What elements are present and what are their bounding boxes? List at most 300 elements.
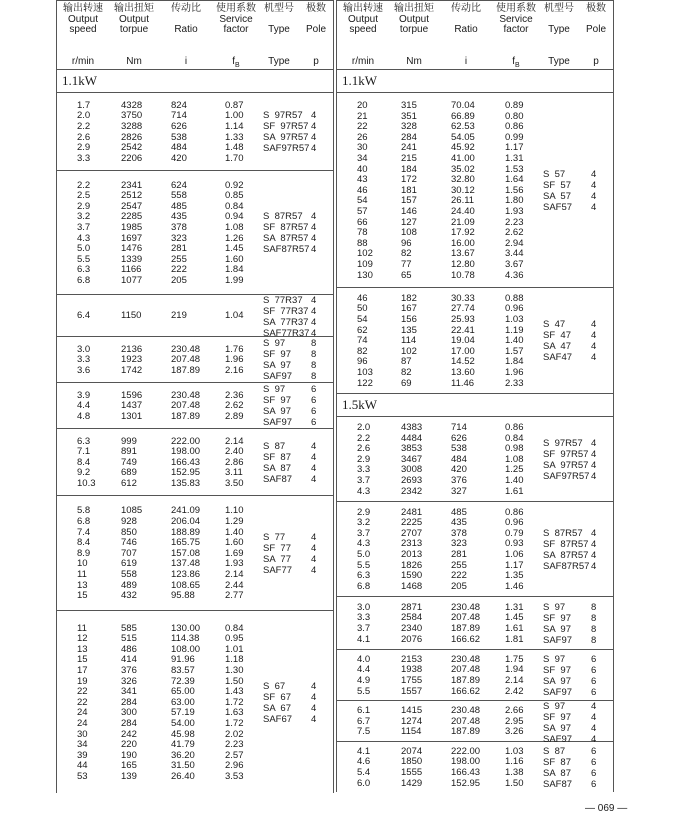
torque-cell: 182 (401, 292, 417, 304)
service-factor-cell: 1.60 (225, 537, 244, 549)
type-list (543, 746, 603, 790)
table-row (57, 153, 333, 164)
table-row (337, 248, 613, 259)
speed-cell: 3.7 (357, 527, 371, 539)
service-factor-cell: 0.86 (505, 421, 524, 433)
torque-cell: 689 (121, 467, 137, 479)
service-factor-cell: 2.94 (505, 237, 524, 249)
pole-value: 8 (311, 349, 317, 361)
torque-cell: 2206 (121, 152, 143, 164)
torque-cell: 181 (401, 184, 417, 196)
type-name: SF 97R57 (263, 121, 309, 133)
torque-cell: 1826 (401, 559, 423, 571)
ratio-cell: 166.43 (451, 767, 481, 778)
speed-cell: 4.8 (77, 410, 91, 422)
speed-cell: 30 (77, 728, 88, 740)
speed-cell: 6.0 (357, 777, 371, 789)
service-factor-cell: 0.79 (505, 527, 524, 539)
speed-cell: 44 (77, 760, 88, 772)
speed-cell: 15 (77, 590, 88, 602)
type-entry (263, 703, 323, 714)
type-entry (263, 714, 323, 725)
torque-cell: 2225 (401, 517, 423, 529)
speed-cell: 7.4 (77, 526, 91, 538)
torque-cell: 1339 (121, 253, 143, 265)
type-name: SF 87R57 (263, 222, 309, 234)
type-name: SAF97 (543, 634, 573, 646)
left-table (56, 0, 334, 793)
table-row (337, 303, 613, 314)
type-name: SA 97R57 (543, 459, 589, 471)
service-factor-cell: 0.99 (505, 131, 524, 143)
service-factor-cell: 3.50 (225, 477, 244, 489)
rating-group (337, 502, 613, 597)
type-list (263, 384, 323, 428)
service-factor-cell: 1.81 (505, 633, 524, 645)
speed-cell: 2.0 (77, 110, 91, 122)
ratio-cell: 187.89 (451, 623, 481, 634)
torque-cell: 414 (121, 654, 137, 666)
ratio-cell: 17.00 (451, 345, 475, 357)
service-factor-cell: 1.70 (225, 152, 244, 164)
pole-value: 4 (311, 328, 317, 339)
service-factor-cell: 1.80 (505, 195, 524, 207)
table-row (337, 217, 613, 228)
torque-cell: 558 (121, 568, 137, 580)
rating-group (337, 742, 613, 792)
torque-cell: 1755 (401, 675, 423, 686)
service-factor-cell: 1.03 (505, 745, 524, 757)
rating-group (337, 417, 613, 502)
speed-cell: 5.5 (357, 559, 371, 571)
torque-cell: 284 (401, 131, 417, 143)
table-row (57, 275, 333, 286)
service-factor-cell: 1.64 (505, 174, 524, 186)
rating-group (337, 597, 613, 650)
table-row (337, 422, 613, 433)
type-entry (543, 191, 603, 202)
service-factor-cell: 1.19 (505, 324, 524, 336)
type-name: SA 77R37 (263, 317, 309, 328)
pole-value: 4 (591, 341, 597, 353)
ratio-cell: 12.80 (451, 258, 475, 270)
table-row (57, 590, 333, 601)
service-factor-cell: 2.33 (505, 377, 524, 389)
type-entry (543, 757, 603, 768)
table-row (337, 142, 613, 153)
ratio-cell: 624 (171, 179, 187, 191)
ratio-cell: 207.48 (171, 354, 201, 366)
torque-cell: 1985 (121, 221, 143, 233)
torque-cell: 2285 (121, 211, 143, 223)
ratio-cell: 30.33 (451, 292, 475, 304)
type-name: SA 97 (263, 360, 291, 372)
ratio-cell: 281 (451, 549, 467, 560)
service-factor-cell: 2.23 (505, 216, 524, 228)
speed-cell: 12 (77, 633, 88, 645)
type-list (263, 532, 323, 576)
torque-cell: 77 (401, 258, 412, 270)
service-factor-cell: 0.98 (505, 443, 524, 455)
type-entry (263, 121, 323, 132)
service-factor-cell: 1.33 (225, 131, 244, 143)
table-row (57, 190, 333, 201)
service-factor-cell: 0.92 (225, 179, 244, 191)
ratio-cell: 24.40 (451, 205, 475, 217)
type-name: SA 87R57 (543, 549, 589, 561)
pole-value: 4 (591, 560, 597, 572)
torque-cell: 172 (401, 174, 417, 186)
type-entry (263, 306, 323, 317)
pole-value: 4 (591, 701, 597, 712)
type-name: S 77 (263, 531, 286, 543)
torque-cell: 891 (121, 446, 137, 458)
ratio-cell: 222 (451, 570, 467, 582)
torque-cell: 999 (121, 435, 137, 447)
ratio-cell: 187.89 (451, 675, 481, 686)
type-name: S 97R57 (543, 437, 583, 449)
torque-cell: 515 (121, 633, 137, 645)
type-name: S 97R57 (263, 110, 303, 122)
service-factor-cell: 1.50 (505, 777, 524, 789)
type-entry (263, 371, 323, 382)
speed-cell: 10 (77, 558, 88, 570)
speed-cell: 3.7 (357, 474, 371, 486)
type-name: SA 57 (543, 190, 571, 202)
type-entry (543, 701, 603, 712)
type-name: S 97 (263, 338, 286, 350)
ratio-cell: 152.95 (171, 467, 201, 479)
torque-cell: 3750 (121, 110, 143, 122)
ratio-cell: 222.00 (171, 435, 201, 447)
torque-cell: 2547 (121, 200, 143, 212)
pole-value: 4 (311, 132, 317, 144)
ratio-cell: 558 (171, 190, 187, 202)
type-name: SF 97 (263, 349, 291, 361)
torque-cell: 2826 (121, 131, 143, 143)
pole-value: 4 (591, 201, 597, 213)
speed-cell: 2.9 (357, 453, 371, 465)
pole-value: 4 (311, 244, 317, 256)
speed-cell: 10.3 (77, 477, 96, 489)
type-entry (263, 441, 323, 452)
speed-cell: 3.3 (357, 612, 371, 624)
service-factor-cell: 2.14 (225, 568, 244, 580)
speed-cell: 11 (77, 568, 87, 580)
type-entry (543, 180, 603, 191)
pole-value: 4 (311, 462, 317, 474)
type-entry (543, 746, 603, 757)
type-entry (263, 532, 323, 543)
service-factor-cell: 1.40 (505, 335, 524, 347)
service-factor-cell: 1.53 (505, 163, 524, 175)
service-factor-cell: 1.84 (505, 356, 524, 368)
type-list (263, 681, 323, 725)
rating-group (337, 93, 613, 288)
speed-cell: 26 (357, 131, 368, 143)
service-factor-cell: 1.63 (225, 707, 244, 719)
ratio-cell: 281 (171, 243, 187, 255)
ratio-cell: 137.48 (171, 558, 201, 570)
type-name: SAF77 (263, 564, 293, 576)
type-list (543, 438, 603, 482)
service-factor-cell: 0.96 (505, 303, 524, 315)
torque-cell: 2512 (121, 190, 143, 202)
type-entry (543, 779, 603, 790)
pole-value: 4 (311, 222, 317, 234)
pole-value: 8 (591, 634, 597, 646)
speed-cell: 57 (357, 205, 368, 217)
ratio-cell: 714 (171, 110, 187, 122)
speed-cell: 2.2 (77, 120, 91, 132)
type-entry (543, 665, 603, 676)
ratio-cell: 207.48 (171, 400, 201, 412)
service-factor-cell: 1.38 (505, 767, 524, 778)
speed-cell: 8.4 (77, 537, 91, 549)
torque-cell: 1923 (121, 354, 143, 366)
speed-cell: 2.2 (357, 432, 371, 444)
speed-cell: 13 (77, 643, 88, 655)
service-factor-cell: 1.26 (225, 232, 244, 244)
service-factor-cell: 2.44 (225, 579, 244, 591)
ratio-cell: 41.00 (451, 152, 475, 164)
pole-value: 6 (591, 653, 597, 665)
type-entry (543, 528, 603, 539)
speed-cell: 4.9 (357, 675, 371, 686)
ratio-cell: 13.60 (451, 367, 475, 378)
ratio-cell: 205 (171, 274, 187, 286)
type-name: SAF87R57 (543, 560, 590, 572)
rating-group (57, 295, 333, 337)
pole-value: 4 (591, 319, 597, 331)
speed-cell: 5.8 (77, 505, 91, 517)
speed-cell: 22 (77, 686, 88, 698)
torque-cell: 135 (401, 324, 417, 336)
header-output-speed: 输出转速 Output speed r/min (343, 3, 383, 67)
section-title: 1.5kW (337, 394, 613, 417)
type-name: S 87R57 (543, 527, 583, 539)
speed-cell: 78 (357, 227, 368, 239)
type-name: S 87 (543, 745, 566, 757)
ratio-cell: 484 (171, 142, 187, 154)
ratio-cell: 19.04 (451, 335, 475, 347)
type-name: SAF97 (263, 371, 293, 383)
torque-cell: 220 (121, 739, 137, 751)
pole-value: 6 (591, 675, 597, 687)
type-name: SA 97 (543, 623, 571, 635)
torque-cell: 489 (121, 579, 137, 591)
speed-cell: 6.3 (77, 435, 91, 447)
ratio-cell: 108.00 (171, 643, 201, 655)
speed-cell: 2.6 (357, 443, 371, 455)
service-factor-cell: 2.62 (505, 227, 524, 239)
torque-cell: 2013 (401, 549, 423, 560)
torque-cell: 351 (401, 110, 417, 122)
type-entry (543, 624, 603, 635)
ratio-cell: 230.48 (451, 601, 481, 613)
service-factor-cell: 0.85 (225, 190, 244, 202)
speed-cell: 130 (357, 269, 373, 281)
torque-cell: 1476 (121, 243, 143, 255)
speed-cell: 22 (357, 121, 368, 133)
speed-cell: 3.3 (77, 354, 91, 366)
service-factor-cell: 2.02 (225, 728, 244, 740)
torque-cell: 2136 (121, 343, 143, 355)
table-row (337, 111, 613, 122)
service-factor-cell: 2.14 (225, 435, 244, 447)
type-entry (543, 330, 603, 341)
ratio-cell: 54.00 (171, 717, 195, 729)
pole-value: 4 (311, 211, 317, 223)
service-factor-cell: 2.86 (225, 456, 244, 468)
ratio-cell: 378 (451, 527, 467, 539)
section-title: 1.1kW (57, 70, 333, 93)
pole-value: 4 (311, 680, 317, 692)
type-list (543, 169, 603, 213)
pole-value: 4 (311, 306, 317, 317)
type-name: S 87 (263, 440, 286, 452)
service-factor-cell: 0.87 (225, 99, 244, 111)
service-factor-cell: 1.17 (505, 559, 524, 571)
type-entry (263, 384, 323, 395)
torque-cell: 619 (121, 558, 137, 570)
pole-value: 8 (591, 612, 597, 624)
pole-value: 4 (311, 295, 317, 306)
ratio-cell: 205 (451, 580, 467, 592)
type-name: SAF77R37 (263, 328, 310, 339)
ratio-cell: 130.00 (171, 622, 201, 634)
speed-cell: 5.0 (357, 549, 371, 560)
service-factor-cell: 1.76 (225, 343, 244, 355)
torque-cell: 241 (401, 142, 417, 154)
type-entry (543, 687, 603, 698)
speed-cell: 22 (77, 696, 88, 708)
torque-cell: 102 (401, 345, 417, 357)
type-name: SF 47 (543, 330, 571, 342)
speed-cell: 7.1 (77, 446, 91, 458)
service-factor-cell: 0.95 (225, 633, 244, 645)
speed-cell: 3.7 (77, 221, 91, 233)
type-name: SAF87R57 (263, 244, 310, 256)
service-factor-cell: 2.36 (225, 389, 244, 401)
type-name: SA 97 (543, 723, 571, 734)
torque-cell: 4383 (401, 421, 423, 433)
speed-cell: 6.8 (357, 580, 371, 592)
service-factor-cell: 0.88 (505, 292, 524, 304)
type-list (543, 701, 603, 745)
ratio-cell: 66.89 (451, 110, 475, 122)
type-entry (263, 222, 323, 233)
table-row (337, 121, 613, 132)
pole-value: 6 (591, 756, 597, 768)
speed-cell: 6.3 (77, 264, 91, 276)
speed-cell: 4.3 (357, 538, 371, 550)
torque-cell: 284 (121, 696, 137, 708)
service-factor-cell: 1.61 (505, 485, 524, 497)
pole-value: 4 (591, 723, 597, 734)
type-name: S 97 (263, 384, 286, 396)
pole-value: 4 (591, 470, 597, 482)
table-header (337, 0, 613, 70)
ratio-cell: 323 (171, 232, 187, 244)
ratio-cell: 63.00 (171, 696, 195, 708)
ratio-cell: 114.38 (171, 633, 200, 645)
type-name: S 77R37 (263, 295, 303, 306)
torque-cell: 1697 (121, 232, 143, 244)
service-factor-cell: 1.31 (505, 152, 524, 164)
ratio-cell: 13.67 (451, 248, 475, 260)
service-factor-cell: 0.84 (225, 200, 244, 212)
ratio-cell: 376 (451, 474, 467, 486)
ratio-cell: 230.48 (451, 705, 481, 717)
type-name: SA 97 (263, 406, 291, 418)
ratio-cell: 230.48 (171, 389, 201, 401)
ratio-cell: 435 (451, 517, 467, 529)
speed-cell: 1.7 (77, 99, 91, 111)
torque-cell: 1154 (401, 726, 422, 738)
type-entry (263, 452, 323, 463)
speed-cell: 17 (77, 664, 88, 676)
type-name: SF 57 (543, 179, 571, 191)
pole-value: 4 (311, 233, 317, 245)
ratio-cell: 21.09 (451, 216, 475, 228)
type-entry (263, 211, 323, 222)
service-factor-cell: 1.84 (225, 264, 244, 276)
table-row (337, 270, 613, 281)
speed-cell: 6.1 (357, 705, 371, 717)
pole-value: 4 (311, 713, 317, 725)
type-entry (543, 341, 603, 352)
speed-cell: 24 (77, 707, 88, 719)
torque-cell: 2340 (401, 623, 423, 634)
pole-value: 4 (591, 437, 597, 449)
table-row (57, 623, 333, 634)
speed-cell: 5.4 (357, 767, 371, 778)
ratio-cell: 54.05 (451, 131, 475, 143)
ratio-cell: 91.96 (171, 654, 195, 666)
speed-cell: 20 (357, 99, 368, 111)
table-row (337, 581, 613, 592)
ratio-cell: 255 (451, 559, 467, 571)
torque-cell: 928 (121, 515, 137, 527)
pole-value: 4 (311, 542, 317, 554)
type-name: SF 77R37 (263, 306, 309, 317)
type-entry (543, 768, 603, 779)
rating-group (337, 650, 613, 701)
speed-cell: 21 (357, 110, 368, 122)
service-factor-cell: 1.72 (225, 717, 244, 729)
pole-value: 4 (311, 473, 317, 485)
torque-cell: 284 (121, 717, 137, 729)
table-row (337, 100, 613, 111)
service-factor-cell: 1.46 (505, 580, 524, 592)
speed-cell: 40 (357, 163, 368, 175)
speed-cell: 122 (357, 377, 373, 389)
speed-cell: 2.9 (77, 142, 91, 154)
torque-cell: 1077 (121, 274, 143, 286)
type-entry (263, 565, 323, 576)
section-title: 1.1kW (337, 70, 613, 93)
type-entry (263, 543, 323, 554)
service-factor-cell: 1.96 (505, 367, 524, 378)
ratio-cell: 420 (451, 464, 467, 476)
speed-cell: 2.0 (357, 421, 371, 433)
type-name: SF 77 (263, 542, 291, 554)
ratio-cell: 157.08 (171, 547, 201, 559)
torque-cell: 749 (121, 456, 137, 468)
torque-cell: 165 (121, 760, 137, 772)
torque-cell: 1850 (401, 756, 423, 768)
